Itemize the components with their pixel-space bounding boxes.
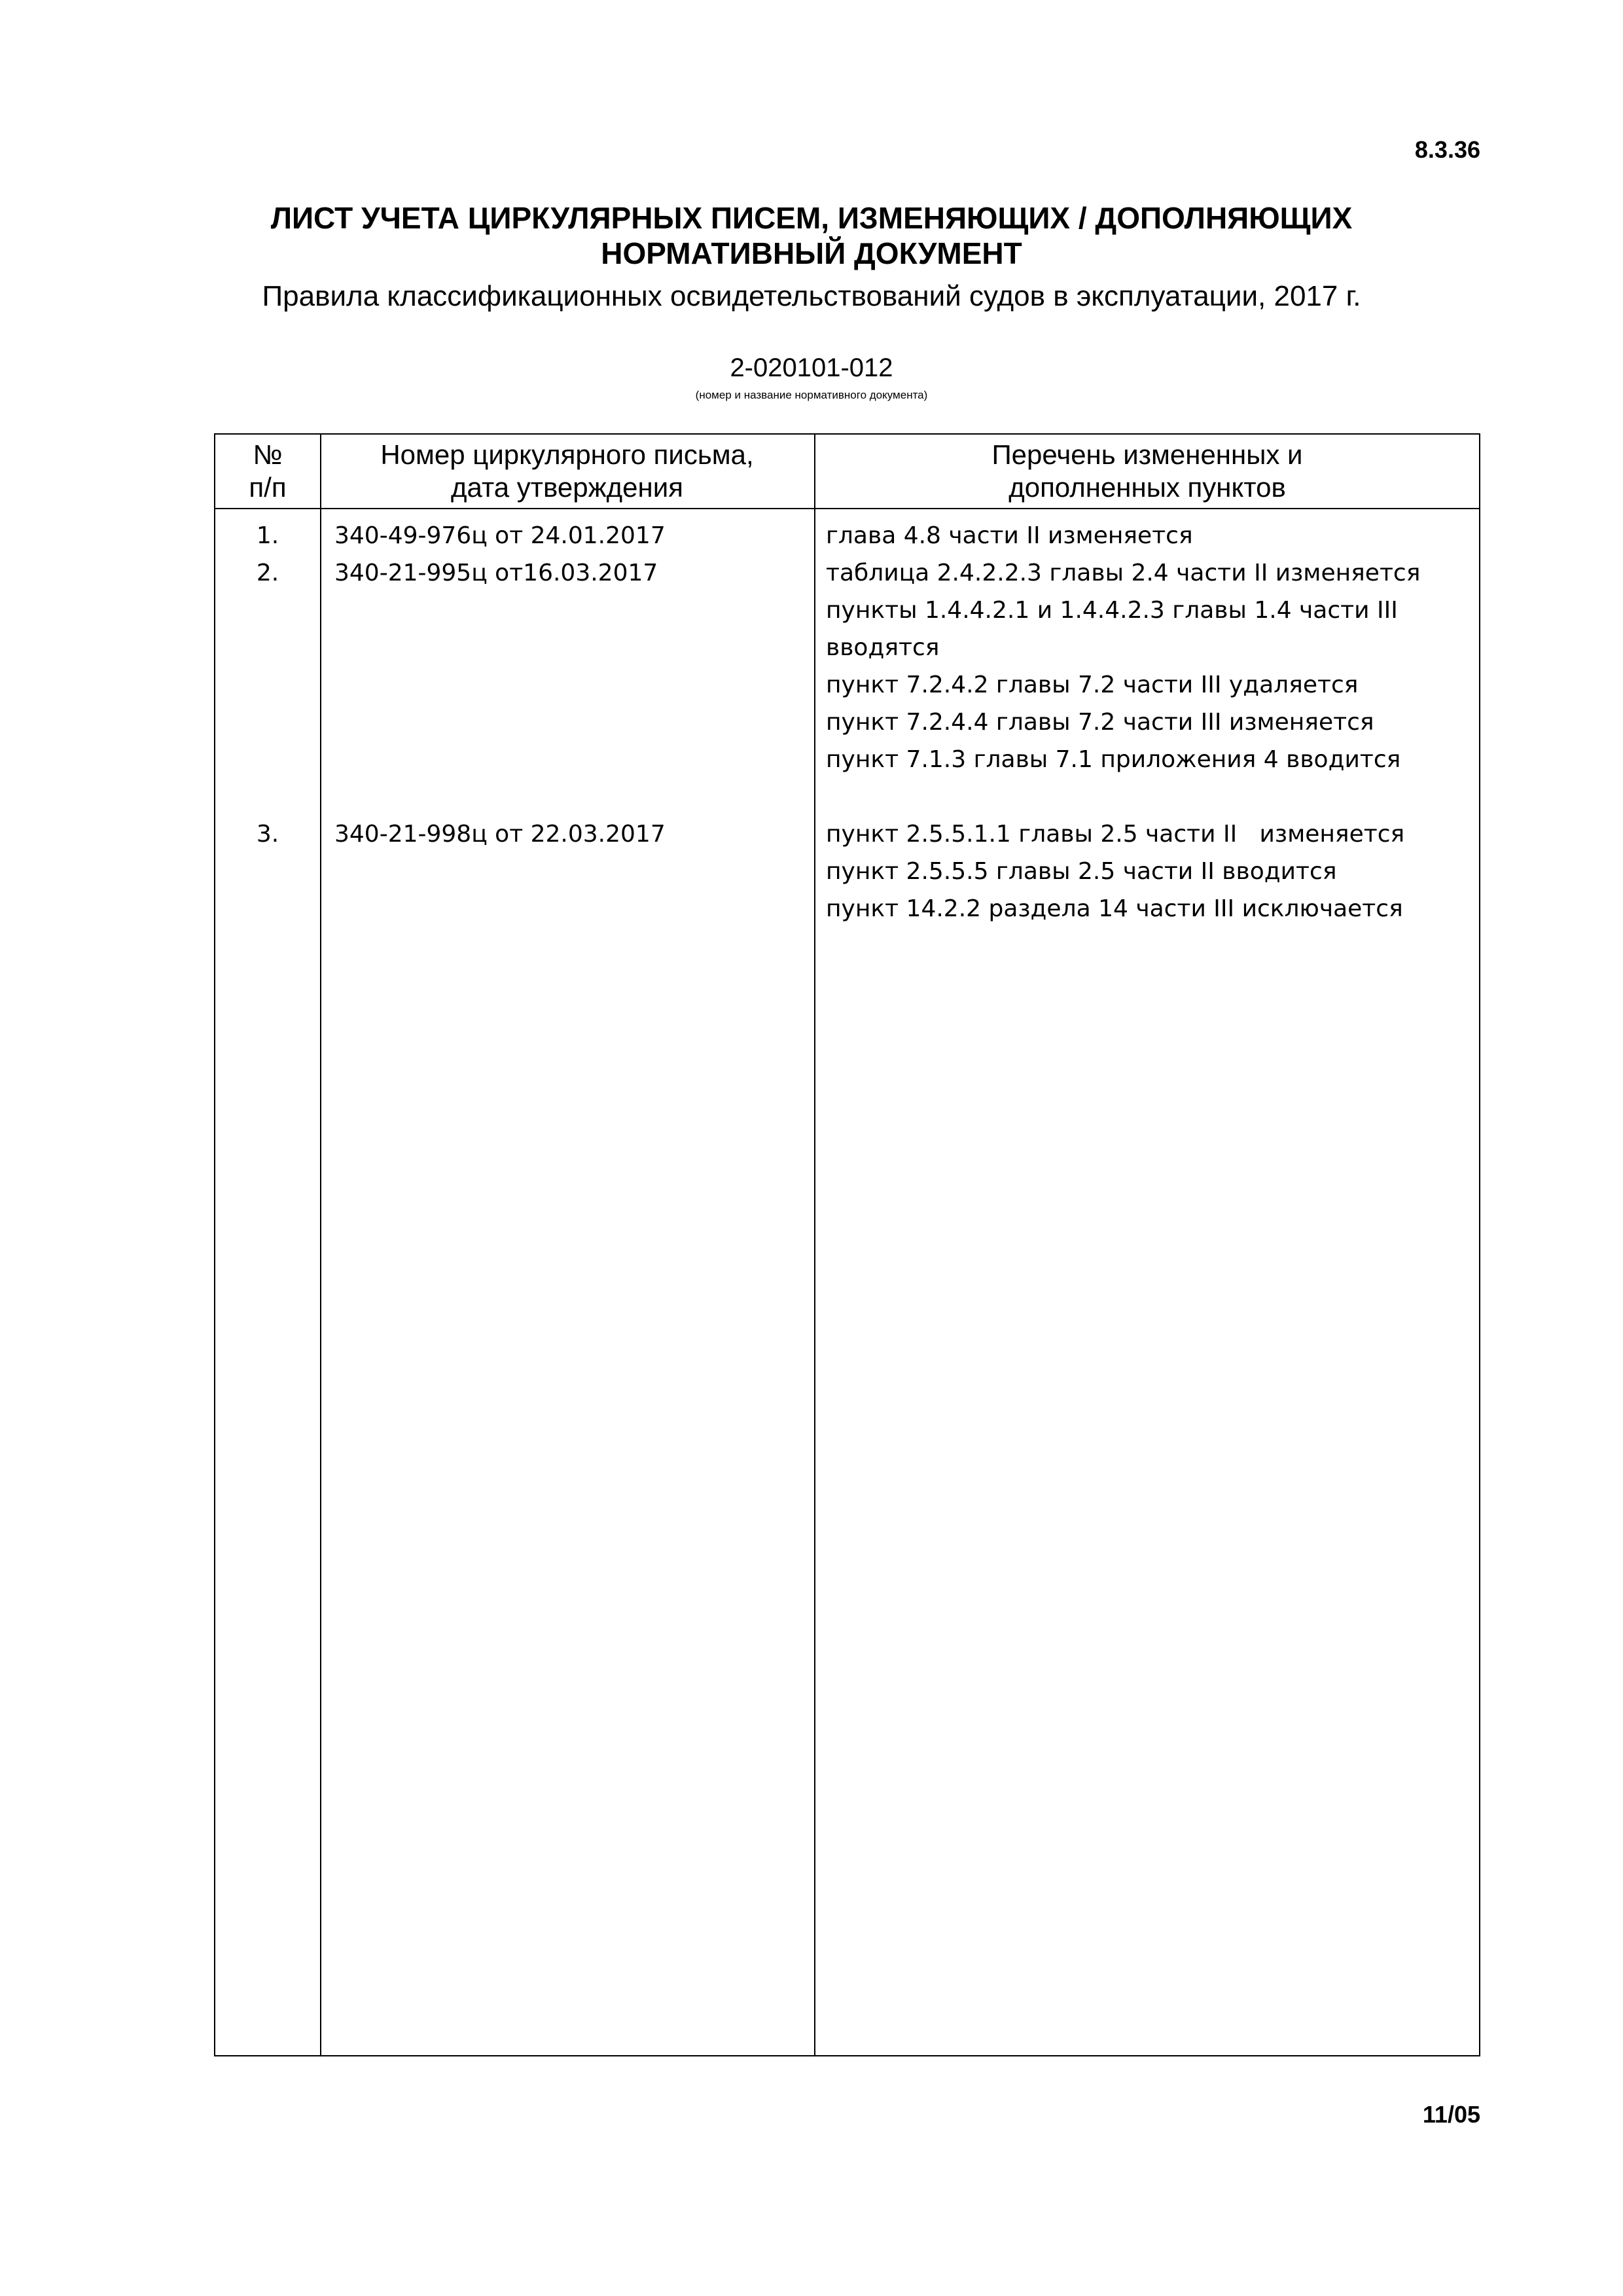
row-number: 2. [256, 560, 279, 586]
header-number [215, 439, 320, 507]
circular-letter: 340-21-998ц от 22.03.2017 [334, 821, 666, 848]
document-title [0, 200, 1623, 271]
row-number: 1. [256, 522, 279, 549]
changed-item: пункт 14.2.2 раздела 14 части III исключается [826, 895, 1403, 922]
changed-item: пункт 7.2.4.2 главы 7.2 части III удаляется [826, 672, 1359, 698]
changed-items [826, 517, 1474, 554]
header-divider [215, 508, 1479, 509]
row-number: 3. [256, 821, 279, 848]
changed-item: пункт 2.5.5.5 главы 2.5 части II вводится [826, 858, 1337, 885]
document-subtitle: Правила классификационных освидетельствований судов в эксплуатации, 2017 г. [262, 280, 1361, 312]
circular-letter: 340-21-995ц от16.03.2017 [334, 560, 658, 586]
changed-item: глава 4.8 части II изменяется [826, 522, 1193, 549]
changed-items [826, 816, 1474, 927]
header-number-line-1: № [253, 439, 283, 470]
changed-item: таблица 2.4.2.2.3 главы 2.4 части II изменяется [826, 560, 1421, 586]
header-items-line-1: Перечень измененных и [991, 439, 1303, 470]
changed-item: пункты 1.4.4.2.1 и 1.4.4.2.3 главы 1.4 части III [826, 597, 1398, 624]
circular-letter: 340-49-976ц от 24.01.2017 [334, 522, 666, 549]
normative-document-caption: (номер и название нормативного документа) [695, 389, 928, 401]
circular-letters-table [214, 433, 1480, 2056]
changed-items [826, 554, 1474, 778]
column-divider [320, 435, 321, 2055]
column-divider [814, 435, 815, 2055]
header-items [814, 439, 1480, 507]
form-code: 8.3.36 [1414, 136, 1480, 163]
changed-item: пункт 7.1.3 главы 7.1 приложения 4 вводится [826, 746, 1401, 773]
header-letter-line-2: дата утверждения [451, 472, 683, 503]
title-line-2: НОРМАТИВНЫЙ ДОКУМЕНТ [601, 236, 1022, 270]
changed-item: пункт 7.2.4.4 главы 7.2 части III изменяется [826, 709, 1374, 736]
header-letter [320, 439, 814, 507]
title-line-1: ЛИСТ УЧЕТА ЦИРКУЛЯРНЫХ ПИСЕМ, ИЗМЕНЯЮЩИХ / ДОПОЛНЯЮЩИХ [270, 201, 1353, 235]
changed-item: вводятся [826, 634, 940, 661]
page-number: 11/05 [1422, 2101, 1480, 2128]
header-number-line-2: п/п [249, 472, 287, 503]
changed-item: пункт 2.5.5.1.1 главы 2.5 части II изменяется [826, 821, 1405, 848]
header-letter-line-1: Номер циркулярного письма, [380, 439, 754, 470]
header-items-line-2: дополненных пунктов [1008, 472, 1286, 503]
normative-document-number: 2-020101-012 [730, 353, 893, 382]
